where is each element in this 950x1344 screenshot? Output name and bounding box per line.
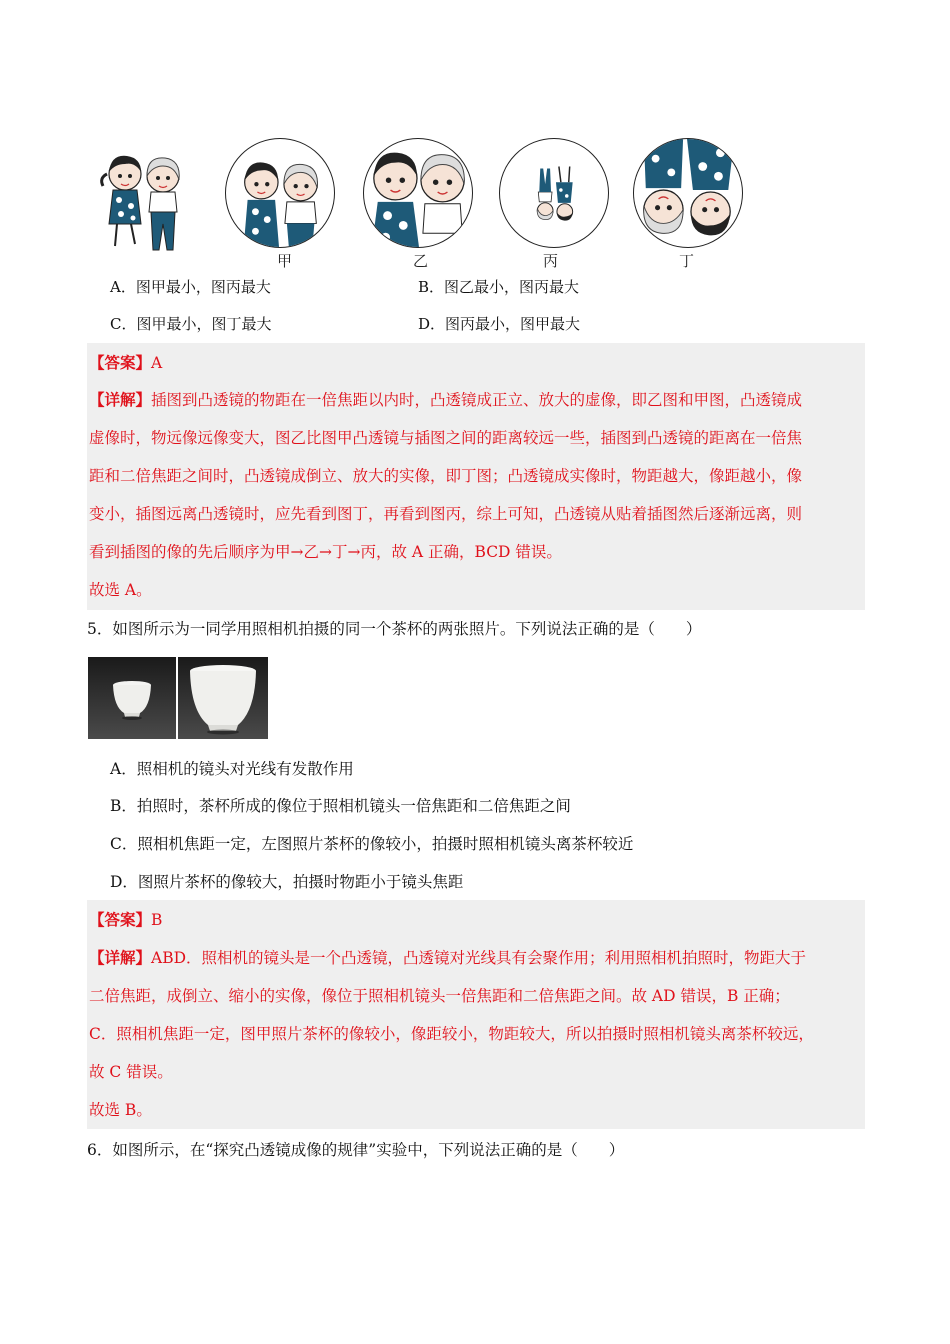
q4-answer-value: A — [151, 354, 163, 372]
q5-option-d: D．图照片茶杯的像较大，拍摄时物距小于镜头焦距 — [110, 873, 464, 891]
q5-answer-label: 【答案】 — [89, 910, 152, 929]
q5-conclusion: 故选 B。 — [89, 1101, 152, 1119]
q5-detail-label: 【详解】 — [89, 948, 152, 967]
photo-small-cup — [88, 657, 176, 739]
q5-detail-line-2: 二倍焦距，成倒立、缩小的实像，像位于照相机镜头一倍焦距和二倍焦距之间。故 AD 错误，B 正确； — [89, 987, 790, 1005]
q4-detail-line-2: 虚像时，物远像远像变大，图乙比图甲凸透镜与插图之间的距离较远一些，插图到凸透镜的距离在一倍焦 — [89, 429, 803, 447]
q4-detail-line-1 — [89, 389, 802, 411]
q5-option-a: A．照相机的镜头对光线有发散作用 — [110, 760, 354, 778]
q4-answer-label: 【答案】 — [89, 353, 152, 372]
label-bing: 丙 — [543, 252, 559, 270]
lens-view-ding — [633, 138, 743, 248]
q5-answer-box — [87, 900, 865, 1129]
q5-answer-value: B — [151, 911, 163, 929]
q5-answer-line — [89, 909, 162, 931]
q5-detail-text-1: ABD．照相机的镜头是一个凸透镜，凸透镜对光线具有会聚作用；利用照相机拍照时，物距大于 — [151, 949, 807, 967]
q5-detail-line-4: 故 C 错误。 — [89, 1063, 173, 1081]
q5-detail-line-3: C．照相机焦距一定，图甲照片茶杯的像较小，像距较小，物距较大，所以拍摄时照相机镜头离茶杯较远， — [89, 1025, 814, 1043]
q4-detail-label: 【详解】 — [89, 390, 152, 409]
q5-photos — [88, 657, 268, 739]
label-jia: 甲 — [277, 252, 293, 270]
q4-figure-row — [95, 138, 735, 268]
q4-answer-line — [89, 352, 162, 374]
q4-option-c: C．图甲最小，图丁最大 — [110, 315, 272, 333]
q4-option-b: B．图乙最小，图丙最大 — [418, 278, 580, 296]
q5-option-b: B．拍照时，茶杯所成的像位于照相机镜头一倍焦距和二倍焦距之间 — [110, 797, 571, 815]
q5-option-c: C．照相机焦距一定，左图照片茶杯的像较小，拍摄时照相机镜头离茶杯较近 — [110, 835, 634, 853]
label-yi: 乙 — [413, 252, 429, 270]
lens-view-jia — [225, 138, 335, 248]
q4-detail-line-4: 变小，插图远离凸透镜时，应先看到图丁，再看到图丙，综上可知，凸透镜从贴着插图然后逐渐远离，则 — [89, 505, 803, 523]
q6-stem: 6．如图所示，在“探究凸透镜成像的规律”实验中，下列说法正确的是（ ） — [87, 1141, 625, 1159]
label-ding: 丁 — [679, 252, 695, 270]
q4-detail-text-1: 插图到凸透镜的物距在一倍焦距以内时，凸透镜成正立、放大的虚像，即乙图和甲图，凸透镜成 — [151, 391, 803, 409]
photo-large-cup — [178, 657, 268, 739]
q4-conclusion: 故选 A。 — [89, 581, 152, 599]
q4-answer-box — [87, 343, 865, 610]
lens-view-yi — [363, 138, 473, 248]
q5-detail-line-1 — [89, 947, 806, 969]
q5-stem: 5．如图所示为一同学用照相机拍摄的同一个茶杯的两张照片。下列说法正确的是（ ） — [87, 620, 702, 638]
q4-detail-line-3: 距和二倍焦距之间时，凸透镜成倒立、放大的实像，即丁图；凸透镜成实像时，物距越大，像距越小，像 — [89, 467, 803, 485]
q4-option-a: A．图甲最小，图丙最大 — [110, 278, 271, 296]
q4-option-d: D．图丙最小，图甲最大 — [418, 315, 581, 333]
original-illustration — [95, 146, 195, 258]
q4-detail-line-5: 看到插图的像的先后顺序为甲→乙→丁→丙，故 A 正确，BCD 错误。 — [89, 543, 562, 561]
lens-view-bing — [499, 138, 609, 248]
